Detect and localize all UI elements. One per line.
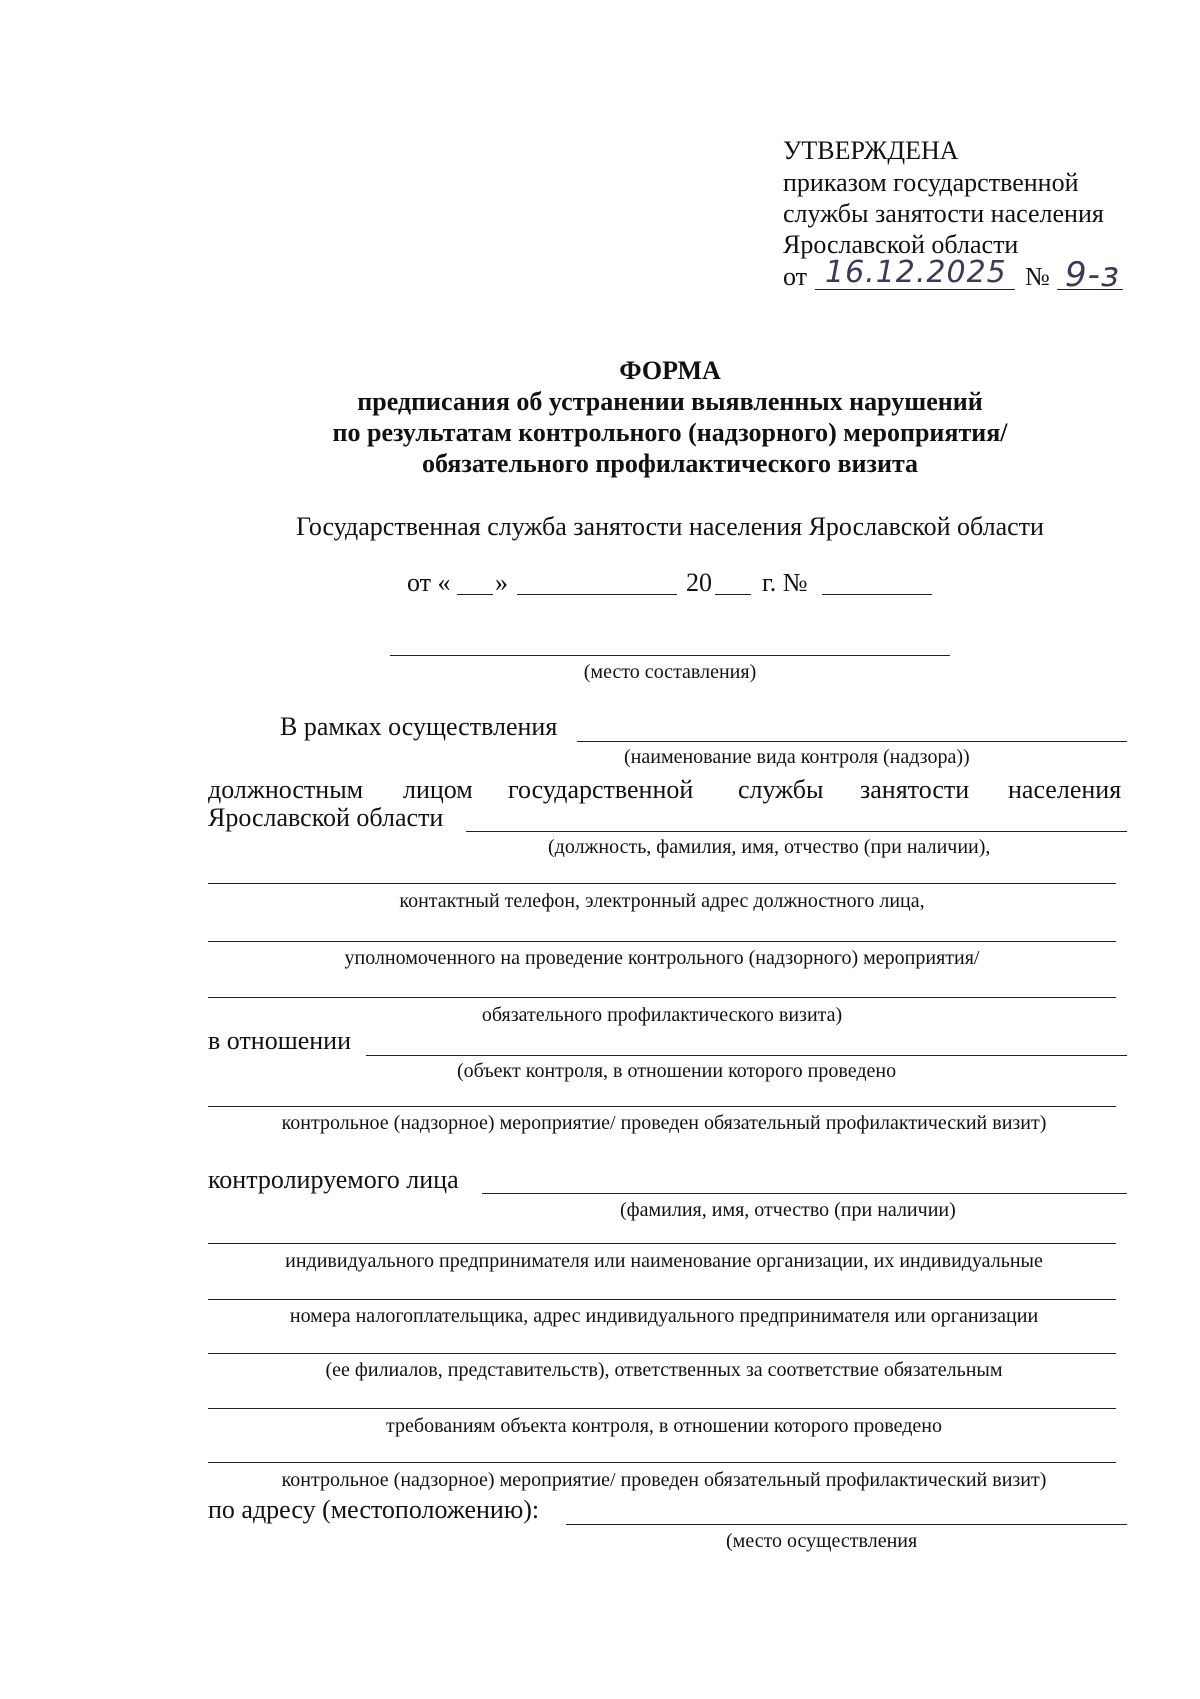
official-caption-3: уполномоченного на проведение контрольного (надзорного) мероприятия/ xyxy=(344,947,980,969)
official-field-1[interactable] xyxy=(466,831,1127,832)
form-heading-line2: по результатам контрольного (надзорного) мероприятия/ xyxy=(332,418,1008,447)
official-word-6: населения xyxy=(1008,775,1122,804)
document-number-field[interactable] xyxy=(822,594,932,595)
person-label: контролируемого лица xyxy=(208,1165,459,1194)
date-quote-close: » xyxy=(495,568,508,597)
person-caption-3: номера налогоплательщика, адрес индивидуального предпринимателя или организации xyxy=(289,1305,1039,1327)
official-word-5: занятости xyxy=(860,775,970,804)
person-field-6[interactable] xyxy=(208,1462,1116,1463)
official-region: Ярославской области xyxy=(208,803,444,832)
person-caption-5: требованиям объекта контроля, в отношении которого проведено xyxy=(386,1415,942,1437)
organization-name: Государственная служба занятости населения Ярославской области xyxy=(296,512,1044,541)
person-caption-1: (фамилия, имя, отчество (при наличии) xyxy=(620,1199,956,1221)
official-word-3: государственной xyxy=(508,775,694,804)
official-caption-1: (должность, фамилия, имя, отчество (при наличии), xyxy=(548,836,991,858)
approval-line1: приказом государственной xyxy=(783,168,1079,197)
person-field-1[interactable] xyxy=(482,1193,1127,1194)
relation-caption-2: контрольное (надзорное) мероприятие/ проведен обязательный профилактический визит) xyxy=(281,1112,1047,1134)
approval-date-handwritten: 16.12.2025 xyxy=(825,255,1007,290)
approval-line2: службы занятости населения xyxy=(783,199,1104,228)
address-caption: (место осуществления xyxy=(726,1530,918,1552)
person-field-5[interactable] xyxy=(208,1408,1116,1409)
year-prefix: 20 xyxy=(686,568,712,597)
relation-field-2[interactable] xyxy=(208,1106,1116,1107)
framework-caption: (наименование вида контроля (надзора)) xyxy=(624,746,970,768)
framework-label: В рамках осуществления xyxy=(280,712,558,741)
relation-label: в отношении xyxy=(208,1026,352,1055)
place-caption: (место составления) xyxy=(583,661,757,683)
approval-line3: Ярославской области xyxy=(783,230,1019,259)
person-field-4[interactable] xyxy=(208,1353,1116,1354)
official-word-1: должностным xyxy=(208,775,364,804)
address-field[interactable] xyxy=(566,1524,1127,1525)
official-field-4[interactable] xyxy=(208,997,1116,998)
person-caption-6: контрольное (надзорное) мероприятие/ проведен обязательный профилактический визит) xyxy=(281,1469,1047,1491)
person-field-3[interactable] xyxy=(208,1299,1116,1300)
month-field[interactable] xyxy=(517,594,677,595)
approval-number-handwritten: 9-з xyxy=(1065,255,1120,295)
approval-title: УТВЕРЖДЕНА xyxy=(783,136,959,165)
official-caption-2: контактный телефон, электронный адрес должностного лица, xyxy=(399,890,925,912)
official-caption-4: обязательного профилактического визита) xyxy=(481,1004,843,1026)
framework-field[interactable] xyxy=(577,741,1127,742)
place-field[interactable] xyxy=(390,655,950,656)
person-caption-2: индивидуального предпринимателя или наименование организации, их индивидуальные xyxy=(285,1250,1043,1272)
form-heading-line1: предписания об устранении выявленных нарушений xyxy=(357,387,983,416)
form-heading-line3: обязательного профилактического визита xyxy=(421,449,919,478)
address-label: по адресу (местоположению): xyxy=(208,1495,540,1524)
day-field[interactable] xyxy=(457,594,493,595)
official-word-2: лицом xyxy=(403,775,473,804)
year-field[interactable] xyxy=(715,594,751,595)
date-from-label: от « xyxy=(407,568,451,597)
approval-date-prefix: от xyxy=(783,262,808,291)
relation-caption-1: (объект контроля, в отношении которого проведено xyxy=(457,1060,897,1082)
relation-field-1[interactable] xyxy=(366,1055,1127,1056)
form-title: ФОРМА xyxy=(619,356,721,385)
official-word-4: службы xyxy=(738,775,824,804)
official-field-3[interactable] xyxy=(208,941,1116,942)
official-field-2[interactable] xyxy=(208,883,1116,884)
number-label: г. № xyxy=(762,568,808,597)
person-caption-4: (ее филиалов, представительств), ответственных за соответствие обязательным xyxy=(325,1359,1003,1381)
person-field-2[interactable] xyxy=(208,1243,1116,1244)
approval-number-prefix: № xyxy=(1025,262,1050,291)
